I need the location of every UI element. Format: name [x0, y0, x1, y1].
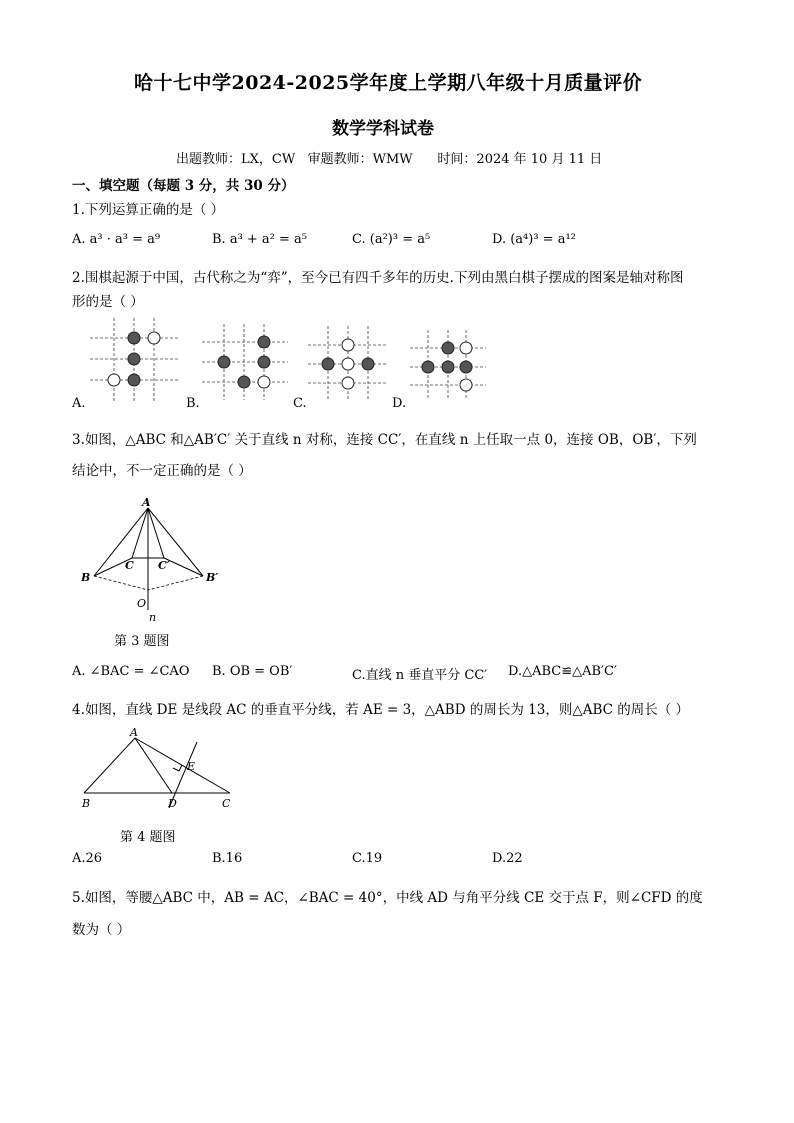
q3-option-a: A. ∠BAC = ∠CAO: [72, 664, 190, 679]
go-figure-d: [410, 330, 486, 400]
q3-caption: 第 3 题图: [114, 634, 170, 649]
q3-option-c: C.直线 n 垂直平分 CC′: [352, 668, 488, 683]
q3-label-c-prime: C′: [158, 559, 170, 572]
q3-label-a: A: [142, 496, 151, 509]
q2-go-figures: [70, 312, 510, 412]
q5-stem-line1: 5.如图，等腰△ABC 中，AB = AC，∠BAC = 40°，中线 AD 与角平分线 CE 交于点 F，则∠CFD 的度: [72, 890, 703, 906]
q3-option-b: B. OB = OB′: [212, 664, 293, 679]
q4-option-b: B.16: [212, 851, 243, 866]
q4-option-a: A.26: [72, 851, 103, 866]
q3-label-n: n: [149, 611, 157, 624]
q4-option-d: D.22: [492, 851, 523, 866]
q3-figure: [72, 490, 242, 630]
q2-label-a: A.: [72, 396, 86, 411]
q4-stem: 4.如图，直线 DE 是线段 AC 的垂直平分线，若 AE = 3，△ABD 的周长为 13，则△ABC 的周长（ ）: [72, 702, 690, 718]
q2-stem-line1: 2.围棋起源于中国，古代称之为“弈”，至今已有四千多年的历史.下列由黑白棋子摆成的图案是轴对称图: [72, 270, 684, 286]
q4-label-c: C: [222, 797, 231, 810]
q5-stem-line2: 数为（ ）: [72, 922, 131, 938]
q3-stem-line1: 3.如图，△ABC 和△AB′C′ 关于直线 n 对称，连接 CC′，在直线 n 上任取一点 0，连接 OB，OB′，下列: [72, 432, 697, 448]
exam-subtitle: 数学学科试卷: [332, 119, 434, 139]
q1-option-d: D. (a⁴)³ = a¹²: [492, 232, 576, 247]
q1-stem: 1.下列运算正确的是（ ）: [72, 202, 225, 218]
go-figure-b: [202, 324, 288, 400]
q1-option-b: B. a³ + a² = a⁵: [212, 232, 308, 247]
exam-meta: 出题教师：LX，CW 审题教师：WMW 时间：2024 年 10 月 11 日: [176, 152, 603, 167]
q4-figure: [72, 722, 252, 822]
q4-label-d: D: [168, 797, 177, 810]
q3-option-d: D.△ABC≌△AB′C′: [508, 664, 617, 679]
q4-label-b: B: [82, 797, 91, 810]
section-heading: 一、填空题（每题 3 分，共 30 分）: [72, 178, 295, 194]
q2-stem-line2: 形的是（ ）: [72, 294, 144, 310]
exam-title: 哈十七中学2024-2025学年度上学期八年级十月质量评价: [134, 72, 643, 94]
go-figure-c: [308, 326, 388, 400]
q4-caption: 第 4 题图: [120, 830, 176, 845]
q3-label-o: O: [137, 597, 147, 610]
q4-label-a: A: [130, 726, 138, 739]
q3-label-c: C: [125, 559, 134, 572]
q2-label-c: C.: [293, 396, 307, 411]
q3-stem-line2: 结论中，不一定正确的是（ ）: [72, 463, 252, 479]
q3-label-b-prime: B′: [206, 571, 219, 584]
q4-option-c: C.19: [352, 851, 383, 866]
go-figure-a: [90, 318, 178, 402]
q3-label-b: B: [81, 571, 91, 584]
q2-label-b: B.: [186, 396, 200, 411]
q2-label-d: D.: [392, 396, 407, 411]
q1-option-a: A. a³ · a³ = a⁹: [72, 232, 161, 247]
q4-label-e: E: [187, 760, 196, 773]
q1-option-c: C. (a²)³ = a⁵: [352, 232, 431, 247]
